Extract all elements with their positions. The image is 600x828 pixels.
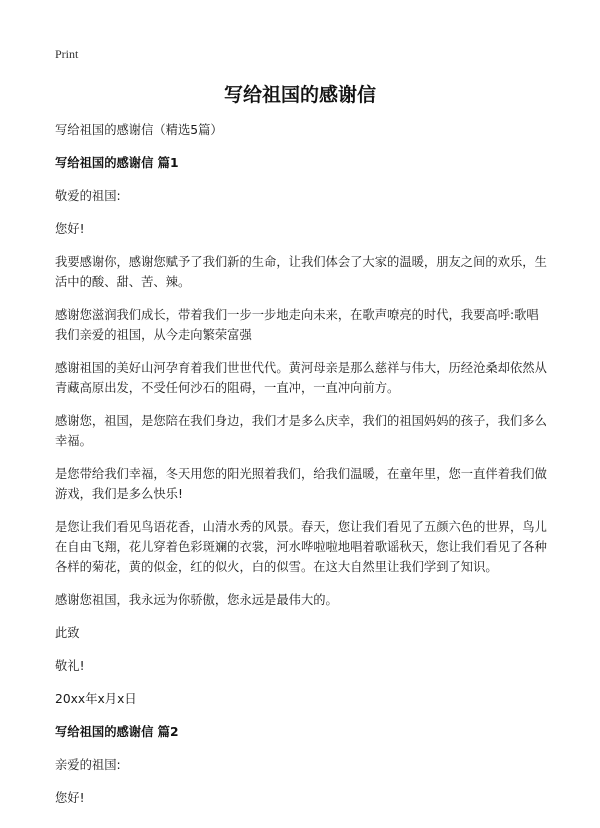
letter-salutation-2: 您好! xyxy=(55,791,85,805)
document-body xyxy=(55,120,550,821)
print-label: Print xyxy=(55,47,79,61)
letter-greeting-2: 亲爱的祖国: xyxy=(55,758,121,772)
letter-regards: 敬礼! xyxy=(55,659,85,673)
letter-paragraph: 我要感谢你，感谢您赋予了我们新的生命，让我们体会了大家的温暖，朋友之间的欢乐，生活中的酸、甜、苦、辣。 xyxy=(55,255,547,289)
letter-closing: 此致 xyxy=(55,626,80,640)
letter-paragraph: 是您让我们看见鸟语花香，山清水秀的风景。春天，您让我们看见了五颜六色的世界，鸟儿在自由飞翔，花儿穿着色彩斑斓的衣裳，河水哗啦啦地唱着歌谣秋天，您让我们看见了各种各样的菊花，黄的似金，红的似火，白的似雪。在这大自然里让我们学到了知识。 xyxy=(55,520,547,574)
letter-salutation-1: 您好! xyxy=(55,222,85,236)
letter-paragraph: 是您带给我们幸福，冬天用您的阳光照着我们，给我们温暖，在童年里，您一直伴着我们做游戏，我们是多么快乐! xyxy=(55,467,547,501)
letter-paragraph: 感谢您滋润我们成长，带着我们一步一步地走向未来，在歌声嘹亮的时代，我要高呼:歌唱我们亲爱的祖国，从今走向繁荣富强 xyxy=(55,308,539,342)
document-title: 写给祖国的感谢信 xyxy=(223,84,376,106)
section-heading-1: 写给祖国的感谢信 篇1 xyxy=(55,156,179,170)
document-subtitle: 写给祖国的感谢信（精选5篇） xyxy=(55,123,223,137)
letter-paragraph: 感谢您，祖国，是您陪在我们身边，我们才是多么庆幸，我们的祖国妈妈的孩子，我们多么幸福。 xyxy=(55,414,547,448)
letter-greeting-1: 敬爱的祖国: xyxy=(55,189,121,203)
section-heading-2: 写给祖国的感谢信 篇2 xyxy=(55,725,179,739)
letter-paragraph: 感谢祖国的美好山河孕育着我们世世代代。黄河母亲是那么慈祥与伟大，历经沧桑却依然从青藏高原出发，不受任何沙石的阻碍，一直冲，一直冲向前方。 xyxy=(55,361,547,395)
letter-date: 20xx年x月x日 xyxy=(55,692,137,706)
letter-paragraph: 感谢您祖国，我永远为你骄傲，您永远是最伟大的。 xyxy=(55,593,338,607)
